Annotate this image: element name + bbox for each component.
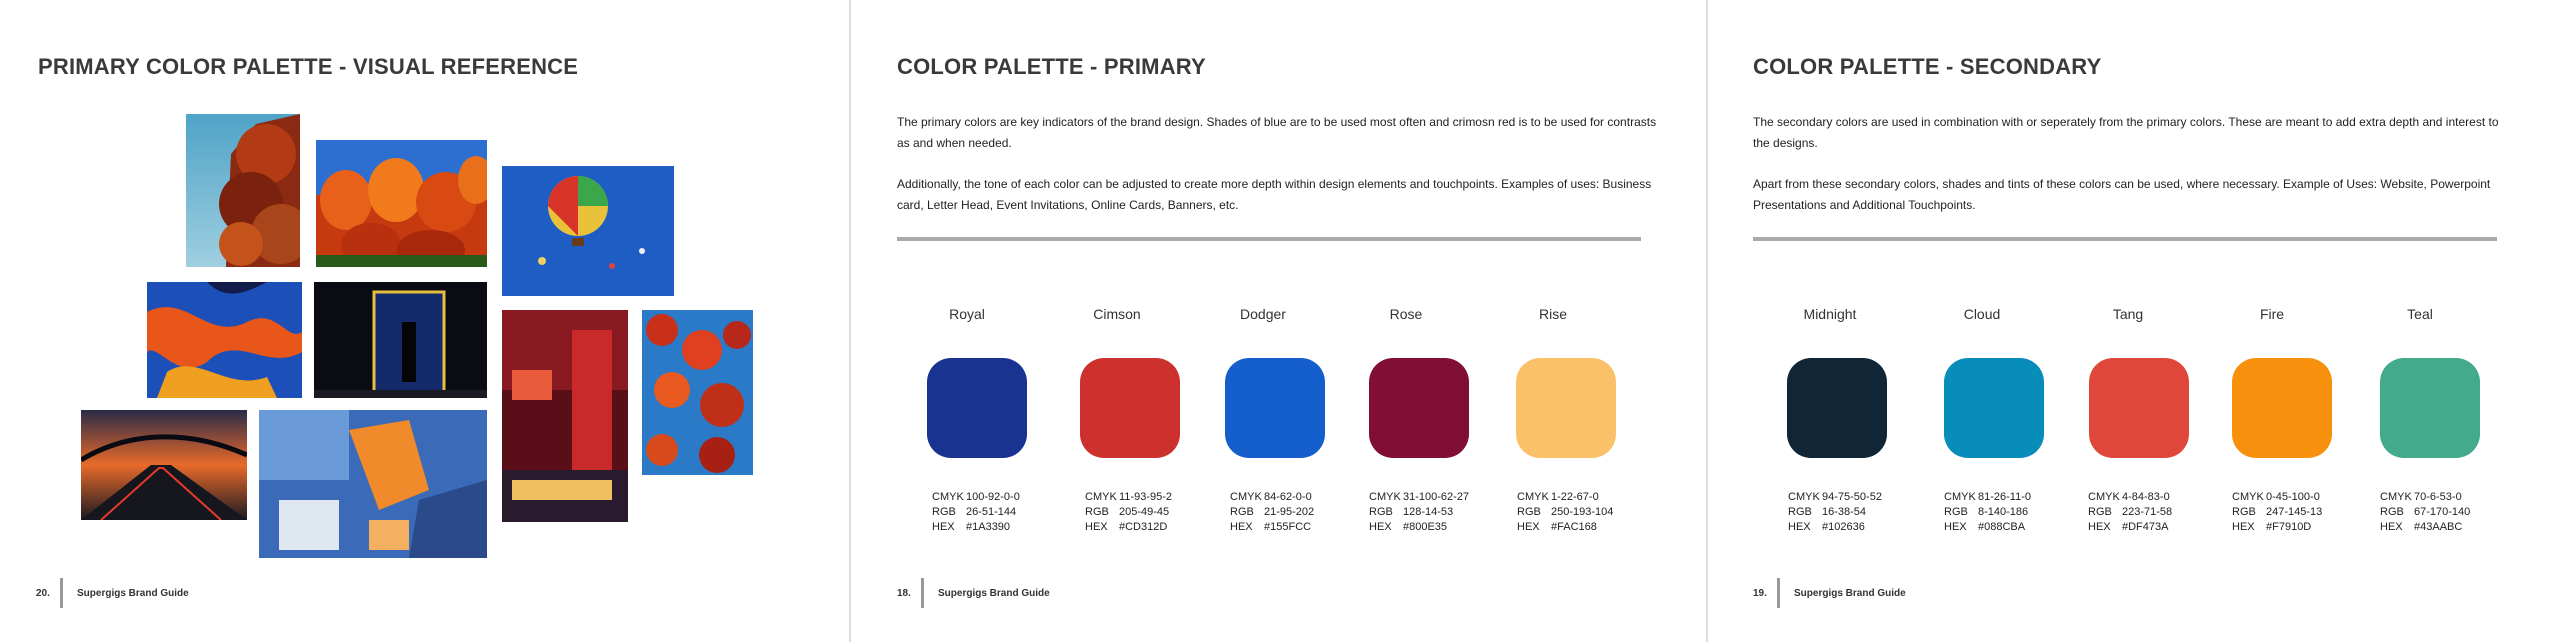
photo-bridge-sunset [81,410,247,520]
page-number: 18. [897,587,911,599]
page-footer [36,578,189,608]
photo-hot-air-balloons [502,166,674,296]
color-codes: CMYK 100-92-0-0 RGB 26-51-144 HEX #1A3390 [932,491,1020,533]
swatch-name: Teal [2407,306,2433,322]
section-divider [897,237,1641,241]
page-footer [897,578,1050,608]
photo-tulips [316,140,487,267]
swatch-name: Cimson [1093,306,1141,322]
color-chip [1080,358,1180,458]
page-number: 19. [1753,587,1767,599]
photo-abstract-painting [259,410,487,558]
page-title: COLOR PALETTE - SECONDARY [1753,54,2102,79]
page-number: 20. [36,587,50,599]
color-chip [1516,358,1616,458]
color-codes: CMYK 70-6-53-0 RGB 67-170-140 HEX #43AABC [2380,491,2471,533]
section-divider [1753,237,2497,241]
color-codes: CMYK 0-45-100-0 RGB 247-145-13 HEX #F7910D [2232,491,2323,533]
color-codes: CMYK 81-26-11-0 RGB 8-140-186 HEX #088CBA [1944,491,2031,533]
footer-divider [60,578,63,608]
color-chip [1369,358,1469,458]
swatch-name: Tang [2112,306,2144,322]
swatch-name: Rose [1389,306,1423,322]
intro-paragraph: The primary colors are key indicators of the brand design. Shades of blue are to be used most often and crimosn red is to be used for contrasts as and when needed. [897,115,1657,150]
color-codes: CMYK 11-93-95-2 RGB 205-49-45 HEX #CD312D [1085,491,1172,533]
color-chip [2232,358,2332,458]
usage-paragraph: Apart from these secondary colors, shades and tints of these colors can be used, where necessary. Example of Uses: Website, Powerpoint Presentations and Additional Touchpoints. [1753,177,2491,212]
color-chip [1944,358,2044,458]
intro-paragraph: The secondary colors are used in combination with or seperately from the primary colors. These are meant to add extra depth and interest to the designs. [1753,115,2499,150]
swatch-name: Royal [949,306,985,322]
page-title: COLOR PALETTE - PRIMARY [897,54,1206,79]
swatch-name: Dodger [1240,306,1286,322]
swatch-name: Rise [1538,306,1567,322]
color-chip [1225,358,1325,458]
color-chip [1787,358,1887,458]
swatch-name: Fire [2259,306,2285,322]
photo-red-leaves [642,310,753,475]
swatch-name: Cloud [1963,306,2001,322]
footer-brand: Supergigs Brand Guide [77,587,189,599]
color-chip [2380,358,2480,458]
page-primary-palette [851,0,1706,642]
usage-paragraph: Additionally, the tone of each color can be adjusted to create more depth within design elements and touchpoints. Examples of uses: Business card, Letter Head, Event Invitations, Online Cards, Banners, etc. [897,177,1652,212]
swatch-name: Midnight [1803,306,1857,322]
color-codes: CMYK 31-100-62-27 RGB 128-14-53 HEX #800E35 [1369,491,1470,533]
color-codes: CMYK 4-84-83-0 RGB 223-71-58 HEX #DF473A [2088,491,2173,533]
photo-fluid-art [147,282,302,398]
page-secondary-palette [1708,0,2560,642]
photo-night-door [314,282,487,398]
footer-divider [921,578,924,608]
color-chip [2089,358,2189,458]
color-codes: CMYK 1-22-67-0 RGB 250-193-104 HEX #FAC168 [1517,491,1614,533]
photo-autumn-tree [186,114,300,267]
footer-brand: Supergigs Brand Guide [938,587,1050,599]
footer-divider [1777,578,1780,608]
page-title: PRIMARY COLOR PALETTE - VISUAL REFERENCE [38,54,579,79]
page-footer [1753,578,1906,608]
page-visual-reference [0,0,849,642]
color-chip [927,358,1027,458]
color-codes: CMYK 84-62-0-0 RGB 21-95-202 HEX #155FCC [1230,491,1315,533]
color-codes: CMYK 94-75-50-52 RGB 16-38-54 HEX #102636 [1788,491,1882,533]
photo-neon-street [502,310,628,522]
footer-brand: Supergigs Brand Guide [1794,587,1906,599]
